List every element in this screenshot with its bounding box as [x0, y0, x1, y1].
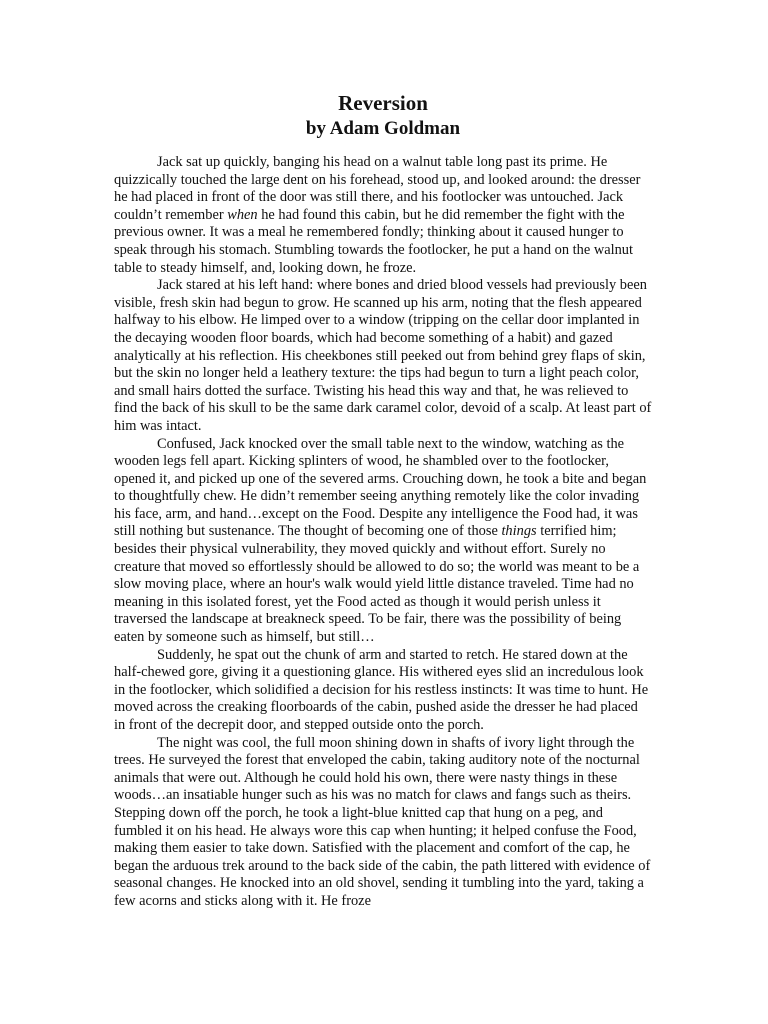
italic-text: things [501, 523, 537, 540]
paragraph-text: he had found this cabin, but he did remember the fight with the previous owner. It was a meal he remembered fondly; thinking about it caused hunger to speak through his stomach. Stumbling towards the footlocker, he put a hand on the walnut table to steady himself, and, looking down, he froze. [114, 206, 633, 276]
paragraph [114, 436, 652, 647]
paragraph [114, 647, 652, 735]
paragraph [114, 277, 652, 435]
paragraph-text: Suddenly, he spat out the chunk of arm and started to retch. He stared down at the half-chewed gore, giving it a questioning glance. His withered eyes slid an incredulous look in the footlocker, which solidified a decision for his restless instincts: It was time to hunt. He moved across the creaking floorboards of the cabin, pushed aside the dresser he had placed in front of the decrepit door, and stepped outside onto the porch. [114, 646, 649, 733]
paragraph-text: terrified him; besides their physical vulnerability, they moved quickly and without effort. Surely no creature that moved so effortlessly should be allowed to do so; the world was meant to be a slow moving place, where an hour's walk would yield little distance traveled. Time had no meaning in this isolated forest, yet the Food acted as though it would perish unless it traversed the landscape at breakneck speed. To be fair, there was the possibility of being eaten by someone such as himself, but still… [114, 523, 640, 646]
paragraph-text: The night was cool, the full moon shining down in shafts of ivory light through the trees. He surveyed the forest that enveloped the cabin, taking auditory note of the nocturnal animals that were out. Although he could hold his own, there were nasty things in these woods…an insatiable hunger such as his was no match for claws and fangs such as theirs. Stepping down off the porch, he took a light-blue knitted cap that hung on a peg, and fumbled it on his head. He always wore this cap when hunting; it helped confuse the Food, making them easier to take down. Satisfied with the placement and comfort of the cap, he began the arduous trek around to the back side of the cabin, the path littered with evidence of seasonal changes. He knocked into an old shovel, sending it tumbling into the yard, taking a few acorns and sticks along with it. He froze [114, 734, 651, 909]
story-body [114, 154, 652, 911]
paragraph-text: Jack stared at his left hand: where bones and dried blood vessels had previously been visible, fresh skin had begun to grow. He scanned up his arm, noting that the flesh appeared halfway to his elbow. He limped over to a window (tripping on the cellar door implanted in the decaying wooden floor boards, which had become something of a habit) and gazed analytically at his reflection. His cheekbones still peeked out from behind grey flaps of skin, but the skin no longer held a leathery texture: the tips had begun to turn a light peach color, and small hairs dotted the surface. Twisting his head this way and that, he was relieved to find the back of his skull to be the same dark caramel color, devoid of a scalp. At least part of him was intact. [114, 277, 652, 434]
paragraph [114, 735, 652, 911]
document-title: Reversion [338, 91, 428, 115]
paragraph-text: Confused, Jack knocked over the small table next to the window, watching as the wooden legs fell apart. Kicking splinters of wood, he shambled over to the footlocker, opened it, and picked up one of the severed arms. Crouching down, he took a bite and began to thoughtfully chew. He didn’t remember seeing anything remotely like the color invading his face, arm, and hand…except on the Food. Despite any intelligence the Food had, it was still nothing but sustenance. The thought of becoming one of those [114, 435, 647, 540]
paragraph [114, 154, 652, 277]
paragraph-text: Jack sat up quickly, banging his head on a walnut table long past its prime. He quizzically touched the large dent on his forehead, stood up, and looked around: the dresser he had placed in front of the door was still there, and his footlocker was untouched. Jack couldn’t remember [114, 154, 641, 223]
italic-text: when [227, 206, 258, 223]
document-byline: by Adam Goldman [305, 118, 461, 139]
